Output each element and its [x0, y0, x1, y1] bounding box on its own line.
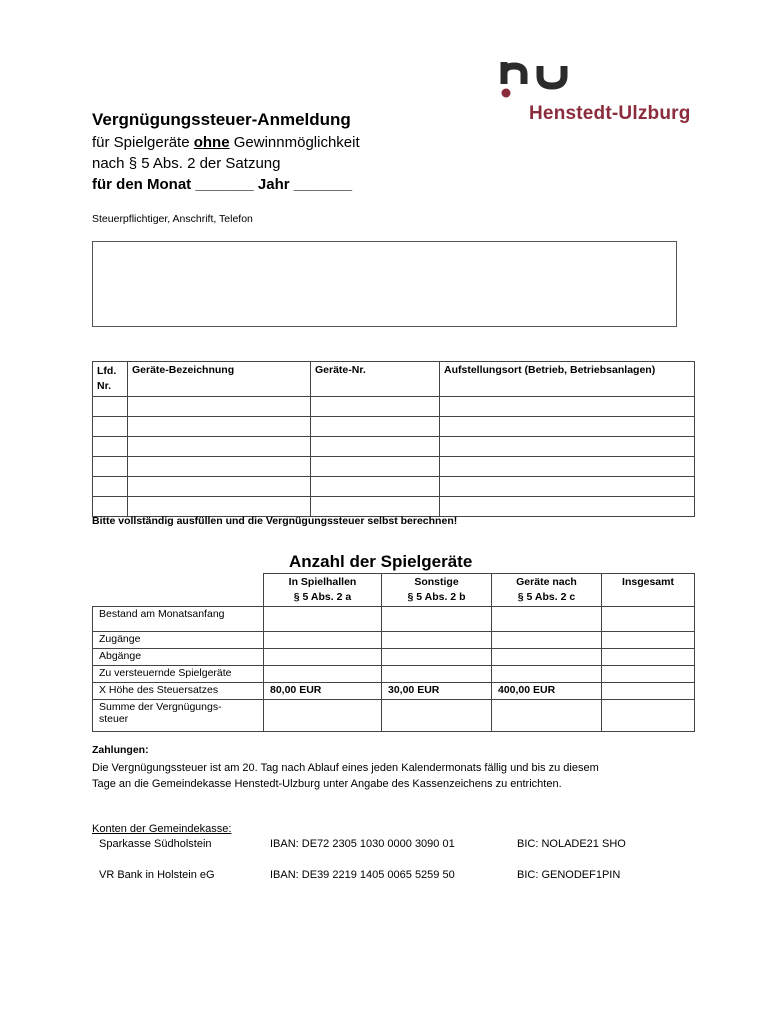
account-1-bic: BIC: NOLADE21 SHO — [517, 838, 626, 850]
col-lfd-nr: Lfd. Nr. — [93, 362, 128, 397]
table-cell[interactable] — [440, 457, 695, 477]
rate-sonstige: 30,00 EUR — [382, 683, 492, 700]
col-aufstellungsort: Aufstellungsort (Betrieb, Betriebsanlagen) — [440, 362, 695, 397]
table-cell[interactable] — [93, 397, 128, 417]
rate-geraete-nach: 400,00 EUR — [492, 683, 602, 700]
devices-table — [92, 361, 695, 517]
logo-text: Henstedt-Ulzburg — [529, 103, 691, 124]
col-spielhallen: In Spielhallen § 5 Abs. 2 a — [264, 574, 382, 607]
section-title-anzahl: Anzahl der Spielgeräte — [289, 552, 473, 571]
row-label: Summe der Vergnügungs- steuer — [93, 700, 264, 732]
table-cell[interactable] — [264, 666, 382, 683]
table-cell[interactable] — [382, 607, 492, 632]
row-abgaenge — [93, 649, 695, 666]
row-label: X Höhe des Steuersatzes — [93, 683, 264, 700]
devices-table-header — [93, 362, 695, 397]
account-1-bank: Sparkasse Südholstein — [99, 838, 212, 850]
table-cell[interactable] — [93, 497, 128, 517]
row-summe — [93, 700, 695, 732]
table-row — [93, 437, 695, 457]
col-geraete-nach: Geräte nach § 5 Abs. 2 c — [492, 574, 602, 607]
col-geraete-bezeichnung: Geräte-Bezeichnung — [128, 362, 311, 397]
table-cell[interactable] — [602, 649, 695, 666]
table-row — [93, 497, 695, 517]
table-cell[interactable] — [492, 700, 602, 732]
table-cell[interactable] — [440, 397, 695, 417]
month-year-line[interactable]: für den Monat _______ Jahr _______ — [92, 176, 353, 193]
row-zu-versteuern — [93, 666, 695, 683]
table-row — [93, 457, 695, 477]
fill-in-note: Bitte vollständig ausfüllen und die Vergnügungssteuer selbst berechnen! — [92, 515, 458, 527]
table-cell[interactable] — [382, 700, 492, 732]
account-1-iban: IBAN: DE72 2305 1030 0000 3090 01 — [270, 838, 455, 850]
table-cell[interactable] — [128, 397, 311, 417]
row-label: Bestand am Monatsanfang — [93, 607, 264, 632]
table-cell[interactable] — [128, 417, 311, 437]
table-cell[interactable] — [264, 700, 382, 732]
col-sonstige: Sonstige § 5 Abs. 2 b — [382, 574, 492, 607]
table-row — [93, 397, 695, 417]
row-bestand — [93, 607, 695, 632]
col-insgesamt: Insgesamt — [602, 574, 695, 607]
subtitle-line2: nach § 5 Abs. 2 der Satzung — [92, 155, 281, 172]
empty-corner — [93, 574, 264, 607]
table-cell[interactable] — [264, 632, 382, 649]
table-row — [93, 477, 695, 497]
logo — [500, 60, 595, 105]
row-label: Abgänge — [93, 649, 264, 666]
table-cell[interactable] — [311, 457, 440, 477]
table-cell[interactable] — [440, 417, 695, 437]
table-cell[interactable] — [382, 666, 492, 683]
table-cell[interactable] — [440, 497, 695, 517]
hu-logo-mark-icon — [500, 60, 595, 100]
row-zugaenge — [93, 632, 695, 649]
table-cell[interactable] — [128, 437, 311, 457]
form-title: Vergnügungssteuer-Anmeldung — [92, 110, 351, 129]
col-geraete-nr: Geräte-Nr. — [311, 362, 440, 397]
subtitle-line1: für Spielgeräte ohne Gewinnmöglichkeit — [92, 134, 360, 151]
payments-heading: Zahlungen: — [92, 744, 149, 756]
payments-text: Die Vergnügungssteuer ist am 20. Tag nach Ablauf eines jeden Kalendermonats fällig und bis zu diesem Tage an die Gemeindekasse Henstedt-Ulzburg unter Angabe des Kassenzeichens zu entrichten. — [92, 762, 599, 790]
table-cell[interactable] — [602, 632, 695, 649]
table-cell[interactable] — [311, 497, 440, 517]
table-cell[interactable] — [602, 607, 695, 632]
table-cell[interactable] — [93, 437, 128, 457]
taxpayer-label: Steuerpflichtiger, Anschrift, Telefon — [92, 213, 253, 225]
table-cell[interactable] — [382, 649, 492, 666]
table-cell[interactable] — [602, 666, 695, 683]
table-cell[interactable] — [311, 477, 440, 497]
account-2-bank: VR Bank in Holstein eG — [99, 869, 215, 881]
table-cell[interactable] — [93, 457, 128, 477]
account-2-iban: IBAN: DE39 2219 1405 0065 5259 50 — [270, 869, 455, 881]
table-cell[interactable] — [492, 632, 602, 649]
table-cell[interactable] — [440, 437, 695, 457]
table-cell[interactable] — [311, 437, 440, 457]
table-cell[interactable] — [264, 649, 382, 666]
row-label: Zugänge — [93, 632, 264, 649]
table-cell[interactable] — [128, 497, 311, 517]
row-label: Zu versteuernde Spielgeräte — [93, 666, 264, 683]
table-cell[interactable] — [602, 683, 695, 700]
table-cell[interactable] — [382, 632, 492, 649]
table-cell[interactable] — [128, 477, 311, 497]
table-row — [93, 417, 695, 437]
table-cell[interactable] — [602, 700, 695, 732]
account-2-bic: BIC: GENODEF1PIN — [517, 869, 621, 881]
table-cell[interactable] — [264, 607, 382, 632]
table-cell[interactable] — [311, 397, 440, 417]
count-table-header — [93, 574, 695, 607]
table-cell[interactable] — [93, 477, 128, 497]
table-cell[interactable] — [311, 417, 440, 437]
accounts-heading: Konten der Gemeindekasse: — [92, 823, 232, 835]
table-cell[interactable] — [492, 666, 602, 683]
table-cell[interactable] — [93, 417, 128, 437]
rate-spielhallen: 80,00 EUR — [264, 683, 382, 700]
table-cell[interactable] — [440, 477, 695, 497]
taxpayer-address-box[interactable] — [92, 241, 677, 327]
table-cell[interactable] — [492, 607, 602, 632]
row-steuersatz — [93, 683, 695, 700]
table-cell[interactable] — [492, 649, 602, 666]
count-table — [92, 573, 695, 732]
table-cell[interactable] — [128, 457, 311, 477]
